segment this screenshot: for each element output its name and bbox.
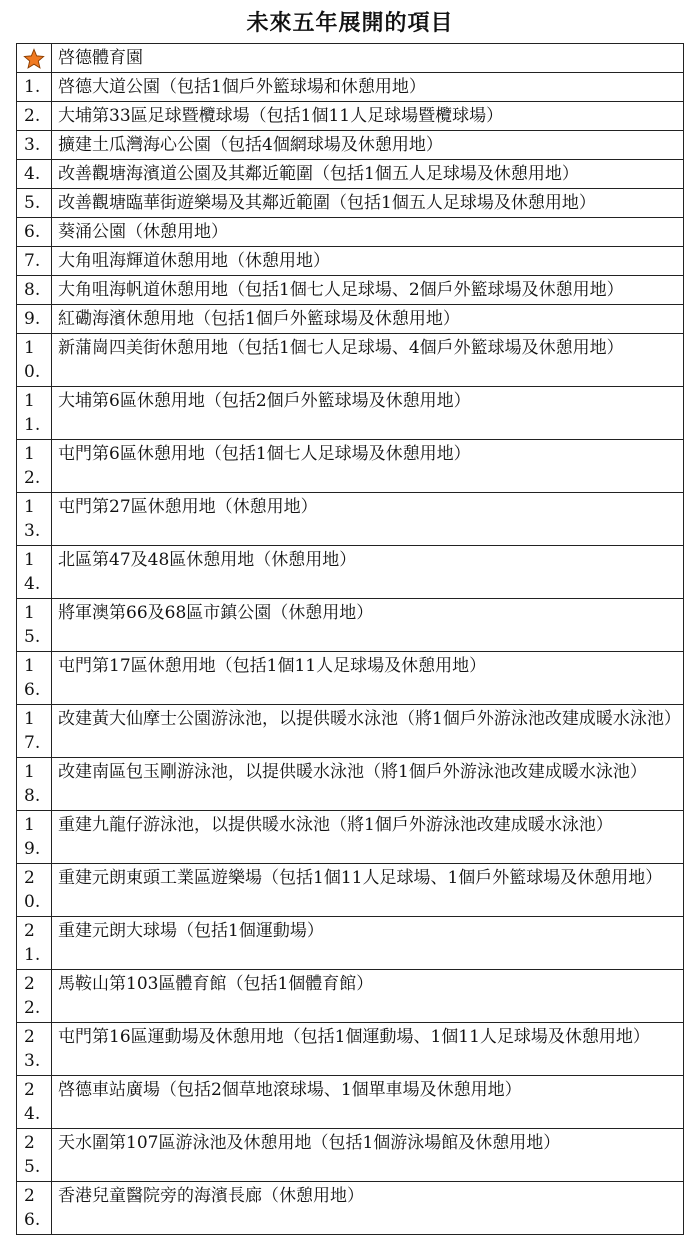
star-icon bbox=[23, 48, 45, 70]
table-row bbox=[17, 1129, 684, 1182]
table-row bbox=[17, 387, 684, 440]
project-description: 啓德車站廣場（包括2個草地滾球場、1個單車場及休憩用地） bbox=[52, 1076, 684, 1129]
row-number: 13. bbox=[17, 493, 52, 546]
row-number: 25. bbox=[17, 1129, 52, 1182]
star-cell bbox=[17, 44, 52, 73]
row-number: 6. bbox=[17, 218, 52, 247]
table-row bbox=[17, 247, 684, 276]
project-description: 重建元朗東頭工業區遊樂場（包括1個11人足球場、1個戶外籃球場及休憩用地） bbox=[52, 864, 684, 917]
table-header-row bbox=[17, 44, 684, 73]
project-description: 天水圍第107區游泳池及休憩用地（包括1個游泳場館及休憩用地） bbox=[52, 1129, 684, 1182]
row-number: 20. bbox=[17, 864, 52, 917]
project-description: 將軍澳第66及68區市鎮公園（休憩用地） bbox=[52, 599, 684, 652]
project-description: 北區第47及48區休憩用地（休憩用地） bbox=[52, 546, 684, 599]
project-description: 啓德大道公園（包括1個戶外籃球場和休憩用地） bbox=[52, 73, 684, 102]
project-description: 紅磡海濱休憩用地（包括1個戶外籃球場及休憩用地） bbox=[52, 305, 684, 334]
row-number: 11. bbox=[17, 387, 52, 440]
table-row bbox=[17, 102, 684, 131]
row-number: 14. bbox=[17, 546, 52, 599]
row-number: 23. bbox=[17, 1023, 52, 1076]
table-row bbox=[17, 218, 684, 247]
table-row bbox=[17, 970, 684, 1023]
row-number: 12. bbox=[17, 440, 52, 493]
project-description: 改善觀塘臨華街遊樂場及其鄰近範圍（包括1個五人足球場及休憩用地） bbox=[52, 189, 684, 218]
row-number: 10. bbox=[17, 334, 52, 387]
table-row bbox=[17, 758, 684, 811]
row-number: 15. bbox=[17, 599, 52, 652]
table-row bbox=[17, 1023, 684, 1076]
row-number: 19. bbox=[17, 811, 52, 864]
table-row bbox=[17, 1182, 684, 1235]
project-description: 屯門第27區休憩用地（休憩用地） bbox=[52, 493, 684, 546]
project-description: 香港兒童醫院旁的海濱長廊（休憩用地） bbox=[52, 1182, 684, 1235]
project-description: 大角咀海輝道休憩用地（休憩用地） bbox=[52, 247, 684, 276]
table-row bbox=[17, 493, 684, 546]
project-description: 屯門第16區運動場及休憩用地（包括1個運動場、1個11人足球場及休憩用地） bbox=[52, 1023, 684, 1076]
project-description: 馬鞍山第103區體育館（包括1個體育館） bbox=[52, 970, 684, 1023]
row-number: 8. bbox=[17, 276, 52, 305]
row-number: 26. bbox=[17, 1182, 52, 1235]
table-row bbox=[17, 73, 684, 102]
table-row bbox=[17, 546, 684, 599]
projects-table bbox=[16, 43, 684, 1235]
project-description: 改建黃大仙摩士公園游泳池，以提供暖水泳池（將1個戶外游泳池改建成暖水泳池） bbox=[52, 705, 684, 758]
table-row bbox=[17, 189, 684, 218]
table-row bbox=[17, 652, 684, 705]
row-number: 16. bbox=[17, 652, 52, 705]
project-description: 改善觀塘海濱道公園及其鄰近範圍（包括1個五人足球場及休憩用地） bbox=[52, 160, 684, 189]
project-description: 重建九龍仔游泳池，以提供暖水泳池（將1個戶外游泳池改建成暖水泳池） bbox=[52, 811, 684, 864]
row-number: 18. bbox=[17, 758, 52, 811]
row-number: 24. bbox=[17, 1076, 52, 1129]
table-row bbox=[17, 131, 684, 160]
project-description: 大埔第6區休憩用地（包括2個戶外籃球場及休憩用地） bbox=[52, 387, 684, 440]
row-number: 17. bbox=[17, 705, 52, 758]
row-number: 4. bbox=[17, 160, 52, 189]
project-description: 重建元朗大球場（包括1個運動場） bbox=[52, 917, 684, 970]
project-description: 屯門第17區休憩用地（包括1個11人足球場及休憩用地） bbox=[52, 652, 684, 705]
row-number: 9. bbox=[17, 305, 52, 334]
header-label: 啓德體育園 bbox=[52, 44, 684, 73]
project-description: 大角咀海帆道休憩用地（包括1個七人足球場、2個戶外籃球場及休憩用地） bbox=[52, 276, 684, 305]
project-description: 新蒲崗四美街休憩用地（包括1個七人足球場、4個戶外籃球場及休憩用地） bbox=[52, 334, 684, 387]
table-row bbox=[17, 440, 684, 493]
page-title: 未來五年展開的項目 bbox=[246, 10, 454, 36]
table-row bbox=[17, 1076, 684, 1129]
table-row bbox=[17, 705, 684, 758]
table-row bbox=[17, 599, 684, 652]
row-number: 3. bbox=[17, 131, 52, 160]
table-row bbox=[17, 160, 684, 189]
project-description: 屯門第6區休憩用地（包括1個七人足球場及休憩用地） bbox=[52, 440, 684, 493]
table-row bbox=[17, 334, 684, 387]
row-number: 1. bbox=[17, 73, 52, 102]
project-description: 擴建土瓜灣海心公園（包括4個網球場及休憩用地） bbox=[52, 131, 684, 160]
row-number: 7. bbox=[17, 247, 52, 276]
row-number: 5. bbox=[17, 189, 52, 218]
row-number: 21. bbox=[17, 917, 52, 970]
table-row bbox=[17, 811, 684, 864]
table-row bbox=[17, 276, 684, 305]
table-row bbox=[17, 917, 684, 970]
table-row bbox=[17, 864, 684, 917]
row-number: 2. bbox=[17, 102, 52, 131]
project-description: 改建南區包玉剛游泳池，以提供暖水泳池（將1個戶外游泳池改建成暖水泳池） bbox=[52, 758, 684, 811]
project-description: 大埔第33區足球暨欖球場（包括1個11人足球場暨欖球場） bbox=[52, 102, 684, 131]
project-description: 葵涌公園（休憩用地） bbox=[52, 218, 684, 247]
row-number: 22. bbox=[17, 970, 52, 1023]
table-row bbox=[17, 305, 684, 334]
